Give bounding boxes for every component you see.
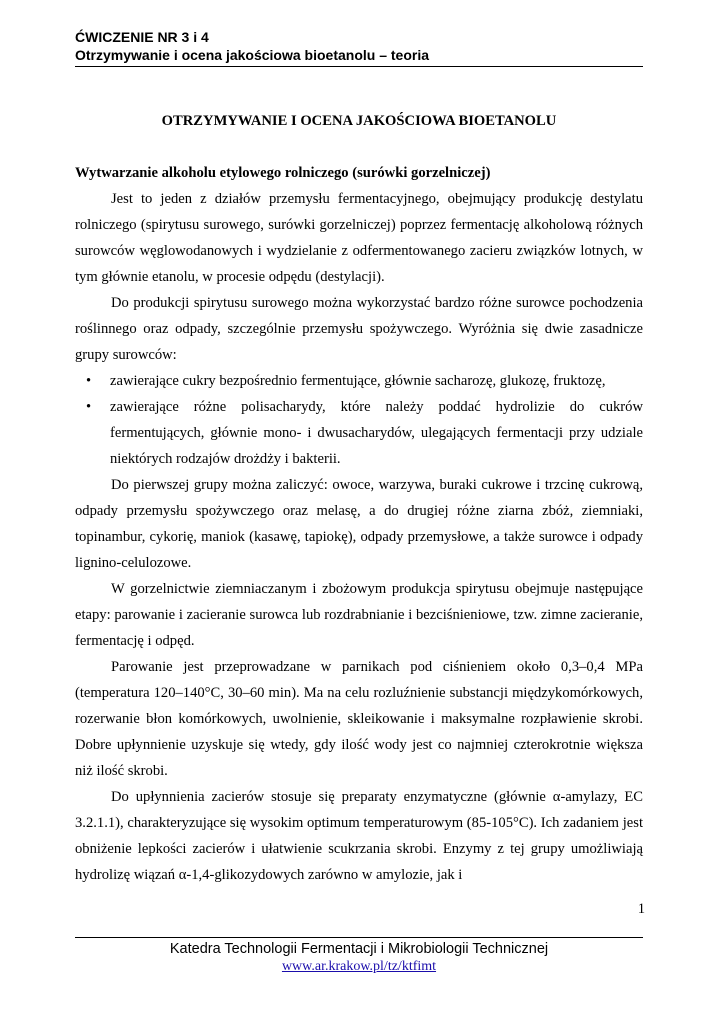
list-item-text: zawierające cukry bezpośrednio fermentujące, głównie sacharozę, glukozę, fruktozę, [110,373,606,389]
page-header [75,28,643,67]
paragraph: Do upłynnienia zacierów stosuje się preparaty enzymatyczne (głównie α-amylazy, EC 3.2.1.1), charakteryzujące się wysokim optimum temperaturowym (85-105°C). Ich zadaniem jest obniżenie lepkości zacierów i ułatwienie scukrzania skrobi. Enzymy z tej grupy umożliwiają hydrolizę wiązań α-1,4-glikozydowych zarówno w amylozie, jak i [75,789,643,883]
paragraph: W gorzelnictwie ziemniaczanym i zbożowym produkcja spirytusu obejmuje następujące etapy: parowanie i zacieranie surowca lub rozdrabnianie i bezciśnieniowe, tzw. zimne zacieranie, fermentację i odpęd. [75,581,643,649]
paragraph: Parowanie jest przeprowadzane w parnikach pod ciśnieniem około 0,3–0,4 MPa (temperatura 120–140°C, 30–60 min). Ma na celu rozluźnienie substancji międzykomórkowych, rozerwanie błon komórkowych, uwolnienie, skleikowanie i maksymalne rozpławienie skrobi. Dobre upłynnienie uzyskuje się wtedy, gdy ilość wody jest co najmniej czterokrotnie większa niż ilość skrobi. [75,659,643,779]
page-footer [75,937,643,976]
raw-material-groups-list [75,368,643,472]
document-subtitle: Otrzymywanie i ocena jakościowa bioetanolu – teoria [75,47,429,63]
department-website-link[interactable]: www.ar.krakow.pl/tz/ktfimt [281,959,437,974]
page-number: 1 [637,901,645,917]
bullet-icon: • [86,399,92,415]
paragraph: Do produkcji spirytusu surowego można wykorzystać bardzo różne surowce pochodzenia roślinnego oraz odpady, szczególnie przemysłu spożywczego. Wyróżnia się dwie zasadnicze grupy surowców: [75,295,643,363]
document-body [75,108,643,888]
section-heading: Wytwarzanie alkoholu etylowego rolniczego (surówki gorzelniczej) [75,165,491,181]
paragraph: Jest to jeden z działów przemysłu fermentacyjnego, obejmujący produkcję destylatu rolniczego (spirytusu surowego, surówki gorzelniczej) poprzez fermentację alkoholową różnych surowców węglowodanowych i wydzielanie z odfermentowanego zacieru związków lotnych, w tym głównie etanolu, w procesie odpędu (destylacji). [75,191,643,285]
document-title: OTRZYMYWANIE I OCENA JAKOŚCIOWA BIOETANOLU [161,113,557,129]
list-item [75,368,643,394]
list-item-text: zawierające różne polisacharydy, które należy poddać hydrolizie do cukrów fermentujących, głównie mono- i dwusacharydów, ulegających fermentacji przy udziale niektórych rodzajów drożdży i bakterii. [110,399,643,467]
paragraph: Do pierwszej grupy można zaliczyć: owoce, warzywa, buraki cukrowe i trzcinę cukrową, odpady przemysłu spożywczego oraz melasę, a do drugiej różne ziarna zbóż, ziemniaki, topinambur, cykorię, maniok (kasawę, tapiokę), odpady przemysłowe, a także surowce i odpady lignino-celulozowe. [75,477,643,571]
list-item [75,394,643,472]
exercise-number: ĆWICZENIE NR 3 i 4 [75,29,209,45]
department-name: Katedra Technologii Fermentacji i Mikrobiologii Technicznej [169,941,549,957]
bullet-icon: • [86,373,92,389]
